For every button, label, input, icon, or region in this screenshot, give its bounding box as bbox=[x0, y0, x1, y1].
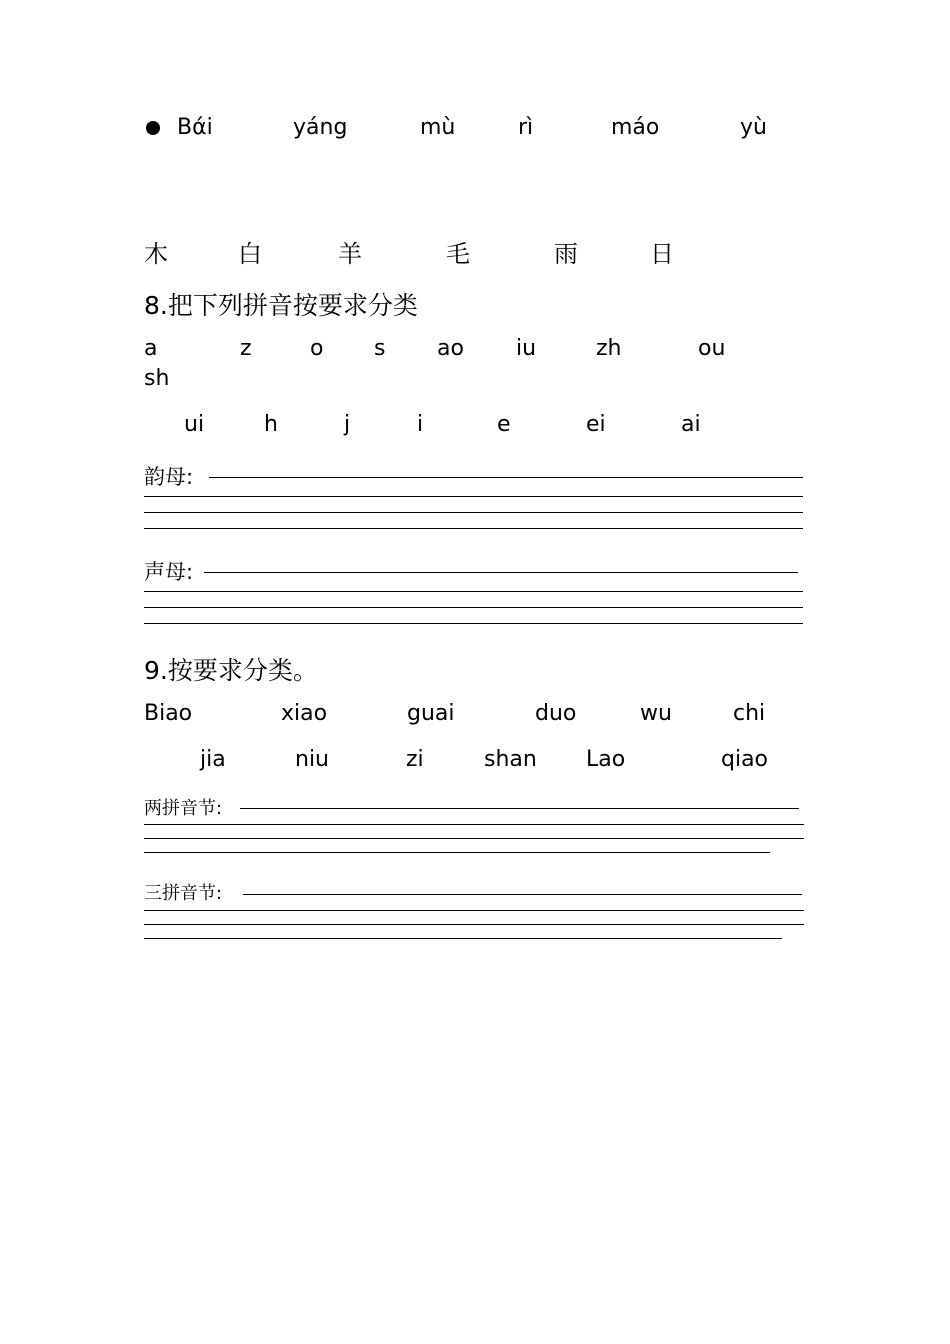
q9-item: shan bbox=[484, 747, 537, 772]
three-syllable-answer-line[interactable] bbox=[144, 910, 804, 911]
pinyin-mao: máo bbox=[611, 115, 660, 140]
char-yu: 雨 bbox=[554, 240, 578, 268]
q9-item: qiao bbox=[721, 747, 769, 772]
q8-item: i bbox=[417, 412, 424, 437]
q9-item: xiao bbox=[281, 701, 328, 726]
q8-item: s bbox=[374, 336, 386, 361]
yunmu-answer-line[interactable] bbox=[144, 528, 803, 529]
yunmu-answer-line[interactable] bbox=[209, 477, 803, 478]
two-syllable-label: 两拼音节: bbox=[144, 798, 223, 819]
yunmu-answer-line[interactable] bbox=[144, 512, 803, 513]
two-syllable-answer-line[interactable] bbox=[144, 838, 804, 839]
q8-item: o bbox=[310, 336, 324, 361]
two-syllable-answer-line[interactable] bbox=[144, 824, 804, 825]
shengmu-answer-line[interactable] bbox=[204, 572, 798, 573]
three-syllable-answer-line[interactable] bbox=[243, 894, 802, 895]
q8-item: sh bbox=[144, 366, 170, 391]
q8-item: j bbox=[344, 412, 351, 437]
char-mao: 毛 bbox=[446, 240, 470, 268]
q9-title: 9.按要求分类。 bbox=[144, 656, 318, 685]
q9-item: duo bbox=[535, 701, 577, 726]
q8-item: zh bbox=[596, 336, 622, 361]
q9-item: jia bbox=[200, 747, 226, 772]
pinyin-bai: Bάi bbox=[177, 115, 213, 140]
q8-item: iu bbox=[516, 336, 537, 361]
char-ri: 日 bbox=[650, 240, 674, 268]
char-mu: 木 bbox=[144, 240, 168, 268]
char-yang: 羊 bbox=[338, 240, 362, 268]
two-syllable-answer-line[interactable] bbox=[144, 852, 770, 853]
pinyin-yu: yù bbox=[740, 115, 767, 140]
pinyin-yang: yáng bbox=[293, 115, 348, 140]
pinyin-ri: rì bbox=[518, 115, 534, 140]
bullet-icon bbox=[146, 121, 160, 135]
q8-item: a bbox=[144, 336, 158, 361]
shengmu-label: 声母: bbox=[144, 560, 194, 584]
two-syllable-answer-line[interactable] bbox=[240, 808, 799, 809]
q9-item: guai bbox=[407, 701, 455, 726]
q9-item: Biao bbox=[144, 701, 193, 726]
q8-item: ui bbox=[184, 412, 205, 437]
shengmu-answer-line[interactable] bbox=[144, 591, 803, 592]
q8-item: z bbox=[240, 336, 252, 361]
pinyin-mu: mù bbox=[420, 115, 456, 140]
q8-item: ao bbox=[437, 336, 464, 361]
q8-item: ou bbox=[698, 336, 726, 361]
three-syllable-label: 三拼音节: bbox=[144, 883, 223, 904]
q8-item: h bbox=[264, 412, 278, 437]
shengmu-answer-line[interactable] bbox=[144, 623, 803, 624]
q9-item: chi bbox=[733, 701, 766, 726]
yunmu-answer-line[interactable] bbox=[144, 496, 803, 497]
char-bai: 白 bbox=[238, 240, 262, 268]
q8-item: ai bbox=[681, 412, 701, 437]
three-syllable-answer-line[interactable] bbox=[144, 938, 782, 939]
shengmu-answer-line[interactable] bbox=[144, 607, 803, 608]
yunmu-label: 韵母: bbox=[144, 465, 194, 489]
q8-title: 8.把下列拼音按要求分类 bbox=[144, 291, 418, 320]
q9-item: niu bbox=[295, 747, 329, 772]
three-syllable-answer-line[interactable] bbox=[144, 924, 804, 925]
q9-item: wu bbox=[640, 701, 672, 726]
q8-item: ei bbox=[586, 412, 606, 437]
q9-item: Lao bbox=[586, 747, 626, 772]
q9-item: zi bbox=[406, 747, 424, 772]
q8-item: e bbox=[497, 412, 511, 437]
